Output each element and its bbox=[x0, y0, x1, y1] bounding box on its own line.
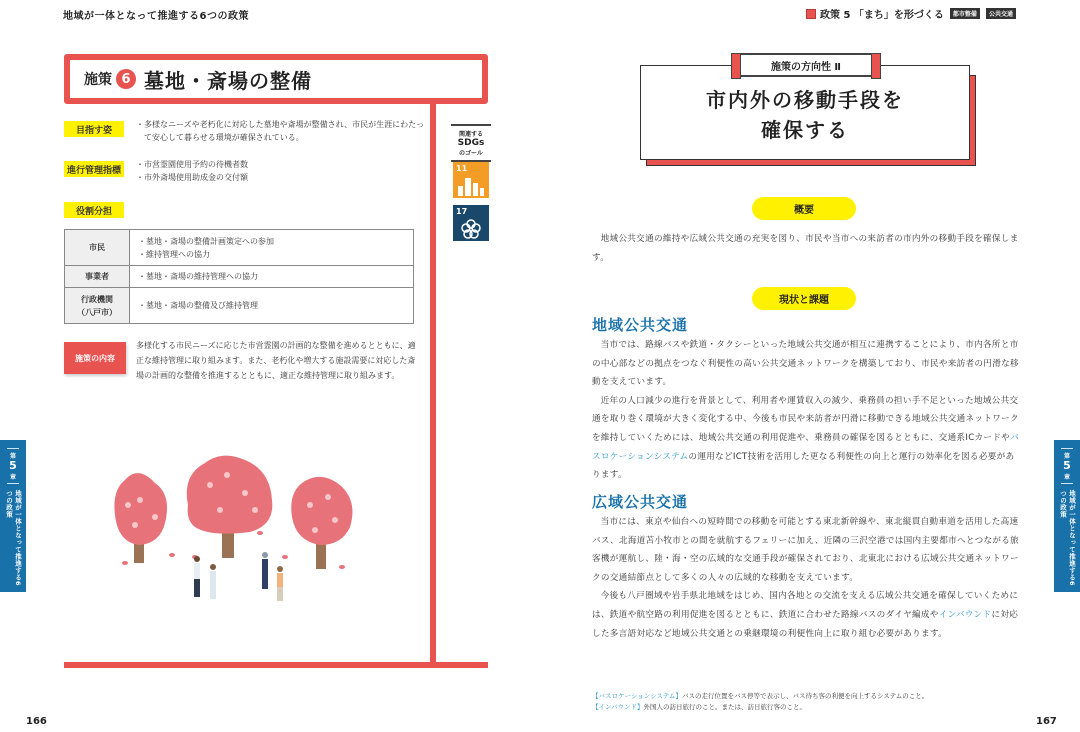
direction-title-line: 確保する bbox=[761, 118, 849, 142]
partnership-flower-icon bbox=[456, 217, 486, 239]
chapter-label-top: 第 bbox=[9, 452, 16, 460]
footnote bbox=[592, 702, 928, 713]
sdg-number: 11 bbox=[456, 164, 468, 173]
sdgs-heading-top: 関連する bbox=[458, 131, 483, 138]
role-actor: 市民 bbox=[65, 230, 130, 266]
footnote-text: 外国人の訪日旅行のこと。または、訪日旅行客のこと。 bbox=[643, 703, 807, 711]
sdg-11-icon bbox=[453, 162, 489, 198]
policy-number-badge: 6 bbox=[116, 69, 136, 89]
paragraph: 当市には、東京や仙台への短時間での移動を可能とする東北新幹線や、東北縦貫自動車道を活用した高速バス、北海道苫小牧市との間を就航するフェリーに加え、近隣の三沢空港では国内主要都市へとつながる旅客機が運航し、陸・海・空の広域的な交通手段が確保されており、北東北における広域公共交通ネットワークの交通結節点として多くの人々の広域的な移動を支えています。 bbox=[592, 517, 1020, 583]
table-row bbox=[65, 288, 414, 324]
chapter-label-bottom: 章 bbox=[9, 473, 16, 481]
frame-bottom-line bbox=[64, 662, 488, 668]
role-item: ・墓地・斎場の整備計画策定への参加 bbox=[138, 236, 274, 246]
chapter-title: 地域が一体となって推進する6つの政策 bbox=[5, 489, 22, 586]
direction-title bbox=[640, 85, 970, 145]
divider bbox=[1061, 448, 1073, 449]
city-buildings-icon bbox=[456, 174, 486, 196]
footnote bbox=[592, 691, 928, 702]
roles-label: 役割分担 bbox=[64, 202, 124, 218]
direction-title-line: 市内外の移動手段を bbox=[706, 88, 904, 112]
text-span: の運用などICT技術を活用した更なる利便性の向上と運行の効率化を図る必要があります。 bbox=[592, 451, 1015, 481]
overview-text bbox=[592, 230, 1022, 267]
tree-center bbox=[187, 456, 273, 558]
chapter-tab-right[interactable] bbox=[1054, 440, 1080, 592]
goal-label: 目指す姿 bbox=[64, 121, 124, 137]
frame-vertical-line bbox=[430, 104, 436, 666]
running-header-left: 地域が一体となって推進する6つの政策 bbox=[63, 11, 249, 22]
chapter-title: 地域が一体となって推進する6つの政策 bbox=[1059, 489, 1076, 586]
policy-title: 墓地・斎場の整備 bbox=[144, 68, 312, 93]
content-text: 多様化する市民ニーズに応じた市営霊園の計画的な整備を進めるとともに、適正な維持管理に取り組みます。また、老朽化や増大する施設需要に対応した斎場の計画的な整備を推進するとともに、適正な維持管理に取り組みます。 bbox=[136, 341, 416, 380]
chapter-label-top: 第 bbox=[1063, 452, 1070, 460]
content-label: 施策の内容 bbox=[64, 342, 126, 374]
goal-line: て安心して暮らせる環境が確保されている。 bbox=[136, 133, 304, 142]
role-items bbox=[130, 266, 414, 288]
page-number-right: 167 bbox=[1036, 716, 1057, 727]
chapter-tab-left[interactable] bbox=[0, 440, 26, 592]
divider bbox=[7, 448, 19, 449]
direction-tab: 施策の方向性 Ⅱ bbox=[731, 53, 881, 77]
goal-line: ・多様なニーズや老朽化に対応した墓地や斎場が整備され、市民が生涯にわたっ bbox=[136, 120, 425, 129]
policy-title-prefix: 施策 bbox=[84, 72, 112, 88]
divider bbox=[1061, 483, 1073, 484]
sdgs-heading-bottom: のゴール bbox=[459, 150, 483, 157]
text-span: 近年の人口減少の進行を背景として、利用者や運賃収入の減少、乗務員の担い手不足といった地域公共交通を取り巻く環境が大きく変化する中、今後も市民や来訪者が円滑に移動できる地域公共交通ネットワークを維持していくためには、地域公共交通の利用促進や、乗務員の確保を図るとともに、交通系ICカードや bbox=[592, 395, 1019, 443]
tree-right bbox=[291, 477, 352, 569]
text-span: 今後も八戸圏域や岩手県北地域をはじめ、国内各地との交流を支える広域公共交通を確保していくためには、鉄道や航空路の利用促進を図るとともに、鉄道に合わせた路線バスのダイヤ編成や bbox=[592, 591, 1019, 620]
chapter-label-bottom: 章 bbox=[1063, 473, 1070, 481]
role-item: ・墓地・斎場の整備及び維持管理 bbox=[138, 301, 258, 310]
role-item: ・墓地・斎場の維持管理への協力 bbox=[138, 272, 258, 281]
footnote-text: バスの走行位置をバス停等で表示し、バス待ち客の利便を向上するシステムのこと。 bbox=[681, 692, 929, 700]
wide-transport-heading: 広域公共交通 bbox=[592, 493, 689, 511]
indicator-item: ・市営霊園使用予約の待機者数 bbox=[136, 160, 248, 169]
divider bbox=[7, 483, 19, 484]
table-row bbox=[65, 266, 414, 288]
paragraph: 当市では、路線バスや鉄道・タクシーといった地域公共交通が相互に連携することにより、市内各所と市の中心部などの拠点をつなぐ利便性の高い公共交通ネットワークを構築しており、市民や来訪者の円滑な移動を支えています。 bbox=[592, 340, 1019, 388]
role-actor-name: 行政機関 bbox=[81, 294, 113, 304]
footnote-term: 【バスロケーションシステム】 bbox=[592, 692, 682, 700]
category-tag: 公共交通 bbox=[986, 8, 1016, 19]
red-square-icon bbox=[806, 9, 816, 19]
category-tag: 都市整備 bbox=[950, 8, 980, 19]
roles-table bbox=[64, 229, 414, 324]
table-row bbox=[65, 230, 414, 266]
sdg-17-icon bbox=[453, 205, 489, 241]
role-items bbox=[130, 288, 414, 324]
footnote-term: 【インバウンド】 bbox=[592, 703, 644, 711]
overview-pill: 概要 bbox=[752, 197, 856, 220]
cherry-blossom-illustration bbox=[110, 445, 360, 615]
page-number-left: 166 bbox=[26, 716, 47, 727]
indicators-text bbox=[136, 158, 248, 184]
policy-label: 政策 5 「まち」を形づくる bbox=[820, 10, 944, 21]
role-actor-sub: （八戸市） bbox=[77, 307, 117, 317]
role-actor: 事業者 bbox=[65, 266, 130, 288]
local-transport-text bbox=[592, 336, 1022, 485]
running-header-right bbox=[806, 6, 1016, 21]
role-actor bbox=[65, 288, 130, 324]
local-transport-heading: 地域公共交通 bbox=[592, 316, 689, 334]
sdgs-heading bbox=[451, 124, 491, 162]
indicator-item: ・市外斎場使用助成金の交付額 bbox=[136, 173, 248, 182]
policy-title-box bbox=[64, 54, 488, 104]
footnotes bbox=[592, 691, 928, 713]
wide-transport-text bbox=[592, 513, 1022, 643]
tree-left bbox=[114, 473, 167, 563]
role-item: ・維持管理への協力 bbox=[138, 249, 210, 259]
sdgs-heading-mid: SDGs bbox=[457, 138, 485, 148]
people bbox=[194, 552, 283, 601]
text-span: に対応した多言語対応など地域公共交通との乗継環境の利便性向上に取り組む必要があります。 bbox=[592, 609, 1019, 639]
sdg-number: 17 bbox=[456, 207, 468, 216]
paragraph bbox=[592, 587, 1022, 643]
glossary-term-link[interactable]: インバウンド bbox=[938, 609, 992, 620]
chapter-number: 5 bbox=[1063, 458, 1071, 472]
chapter-number: 5 bbox=[9, 458, 17, 472]
indicators-label: 進行管理指標 bbox=[64, 161, 124, 177]
issues-pill: 現状と課題 bbox=[752, 287, 856, 310]
goal-text bbox=[136, 118, 424, 144]
role-items bbox=[130, 230, 414, 266]
overview-paragraph: 地域公共交通の維持や広域公共交通の充実を図り、市民や当市への来訪者の市内外の移動手段を確保します。 bbox=[592, 234, 1019, 263]
glossary-term-link[interactable]: バスロケーションシステム bbox=[592, 432, 1019, 462]
paragraph bbox=[592, 392, 1022, 485]
